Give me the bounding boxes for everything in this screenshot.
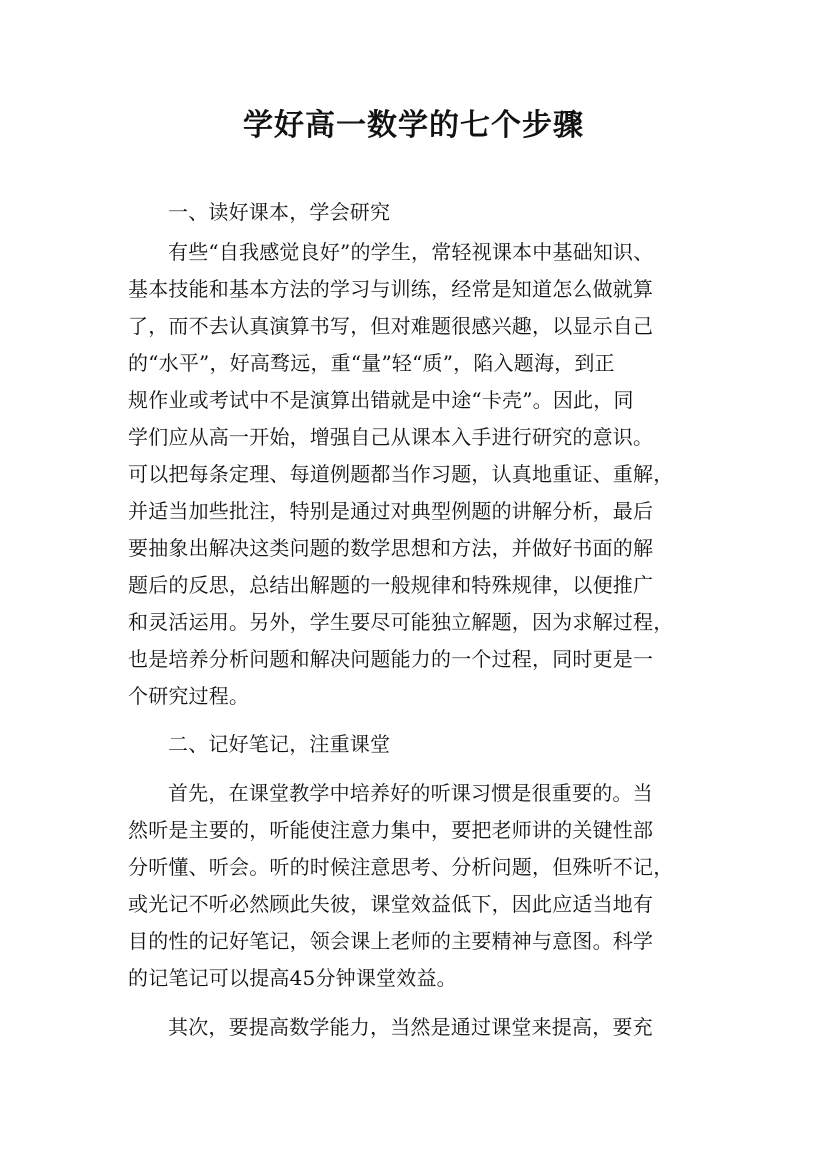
paragraph-line: 可以把每条定理、每道例题都当作习题，认真地重证、重解， [128,462,674,486]
paragraph-line: 有些“自我感觉良好”的学生，常轻视课本中基础知识、 [168,240,654,264]
paragraph-line: 并适当加些批注，特别是通过对典型例题的讲解分析，最后 [128,499,654,523]
section-heading-1: 一、读好课本，学会研究 [168,200,391,224]
paragraph-line: 目的性的记好笔记，领会课上老师的主要精神与意图。科学 [128,929,654,953]
paragraph-line: 规作业或考试中不是演算出错就是中途“卡壳”。因此，同 [128,388,634,412]
paragraph-line: 要抽象出解决这类问题的数学思想和方法，并做好书面的解 [128,536,654,560]
section-heading-2: 二、记好笔记，注重课堂 [168,732,391,756]
paragraph-line: 的记笔记可以提高45分钟课堂效益。 [128,966,457,990]
paragraph-line: 或光记不听必然顾此失彼，课堂效益低下，因此应适当地有 [128,892,654,916]
paragraph-line: 学们应从高一开始，增强自己从课本入手进行研究的意识。 [128,425,654,449]
paragraph-line: 首先，在课堂教学中培养好的听课习惯是很重要的。当 [168,781,653,805]
paragraph-line: 其次，要提高数学能力，当然是通过课堂来提高，要充 [168,1015,653,1039]
paragraph-line: 题后的反思，总结出解题的一般规律和特殊规律，以便推广 [128,573,654,597]
paragraph-line: 基本技能和基本方法的学习与训练，经常是知道怎么做就算 [128,277,654,301]
document-title: 学好高一数学的七个步骤 [243,108,584,143]
paragraph-line: 也是培养分析问题和解决问题能力的一个过程，同时更是一 [128,647,654,671]
paragraph-line: 分听懂、听会。听的时候注意思考、分析问题，但殊听不记， [128,855,674,879]
paragraph-line: 然听是主要的，听能使注意力集中，要把老师讲的关键性部 [128,818,654,842]
paragraph-line: 的“水平”，好高骛远，重“量”轻“质”，陷入题海，到正 [128,351,615,375]
paragraph-line: 和灵活运用。另外，学生要尽可能独立解题，因为求解过程， [128,610,674,634]
paragraph-line: 个研究过程。 [128,684,250,708]
paragraph-line: 了，而不去认真演算书写，但对难题很感兴趣，以显示自己 [128,314,654,338]
